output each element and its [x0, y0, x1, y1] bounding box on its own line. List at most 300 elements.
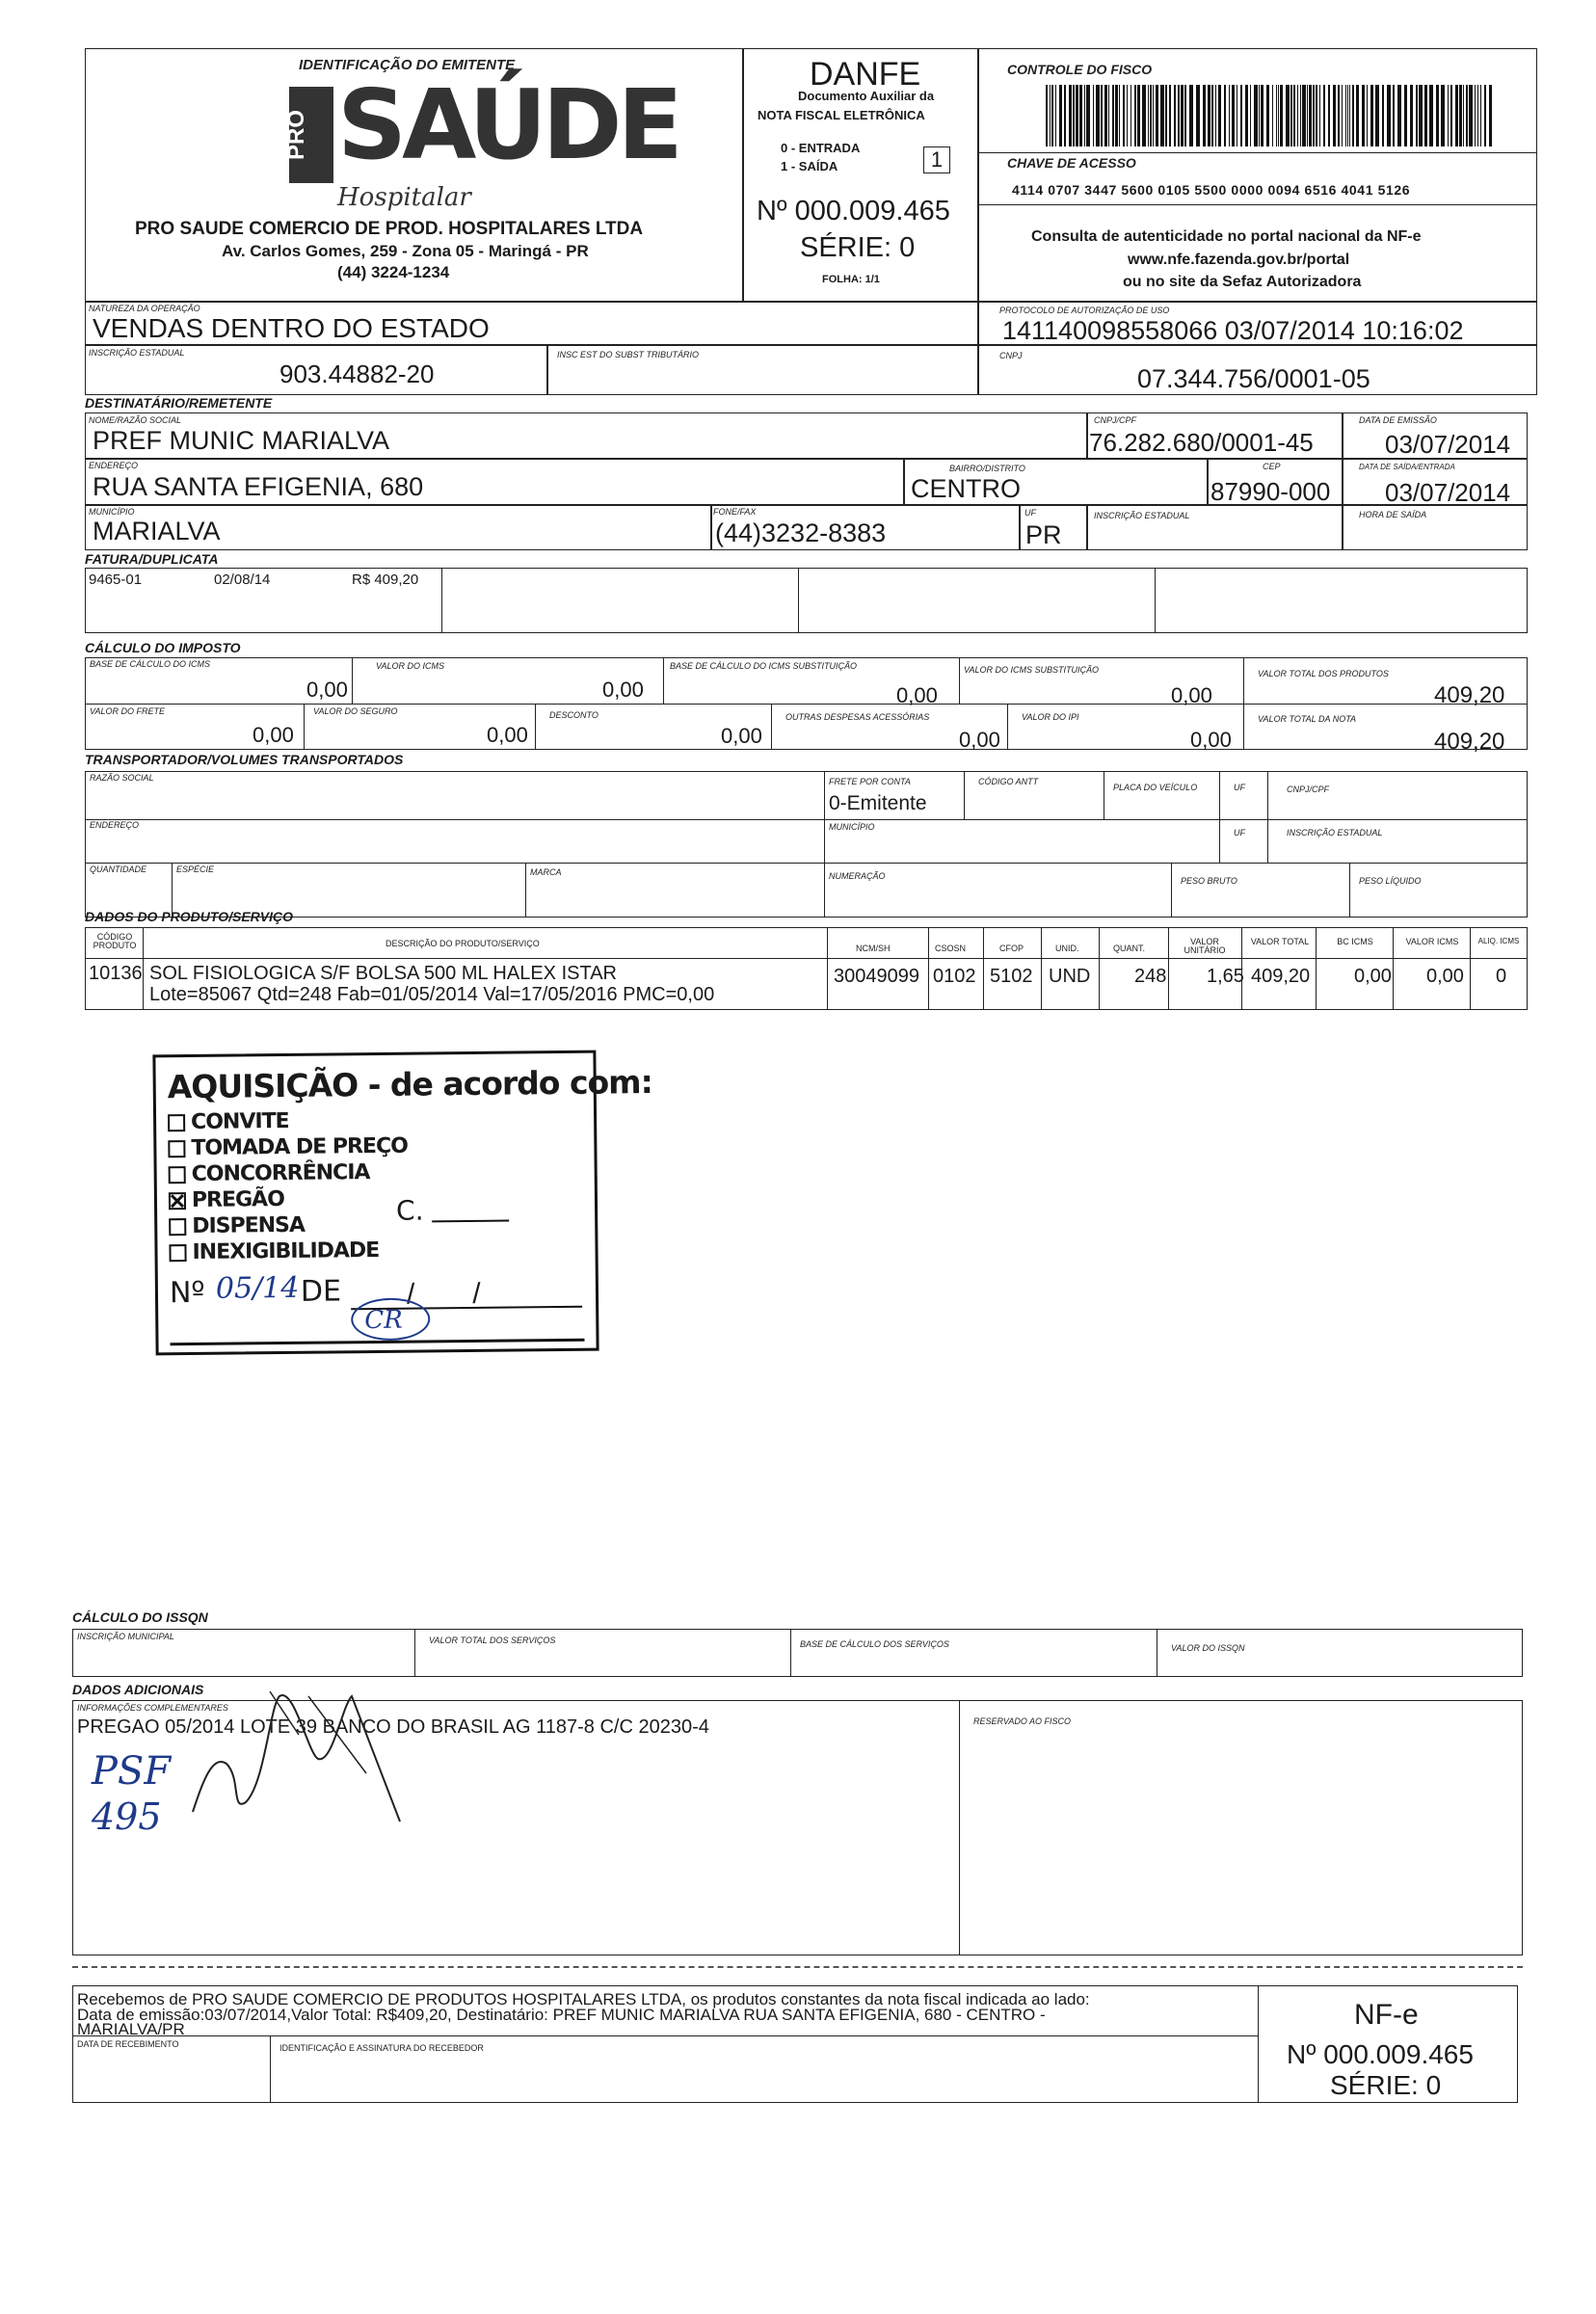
protocolo-label: PROTOCOLO DE AUTORIZAÇÃO DE USO — [999, 306, 1170, 315]
barcode-bar — [1297, 85, 1298, 146]
danfe-tipo-box: 1 — [923, 146, 950, 173]
barcode-bar — [1169, 85, 1171, 146]
th-descricao: DESCRIÇÃO DO PRODUTO/SERVIÇO — [386, 939, 540, 948]
ie-label: INSCRIÇÃO ESTADUAL — [89, 348, 185, 358]
imposto-col-5 — [304, 704, 305, 750]
barcode-bar — [1229, 85, 1230, 146]
th-v-icms: VALOR ICMS — [1405, 937, 1459, 946]
barcode-bar — [1127, 85, 1128, 146]
prod-col-7 — [1168, 927, 1169, 1010]
seguro: 0,00 — [487, 723, 528, 747]
barcode-bar — [1211, 85, 1213, 146]
canhoto-texto-3: MARIALVA/PR — [77, 2020, 185, 2038]
barcode-bar — [1130, 85, 1131, 146]
barcode-bar — [1208, 85, 1210, 146]
dest-bairro-label: BAIRRO/DISTRITO — [949, 464, 1025, 473]
company-name: PRO SAUDE COMERCIO DE PROD. HOSPITALARES LTDA — [135, 219, 644, 239]
prod-col-4 — [983, 927, 984, 1010]
canhoto-assinatura-label: IDENTIFICAÇÃO E ASSINATURA DO RECEBEDOR — [279, 2043, 484, 2053]
issqn-col-1 — [414, 1629, 415, 1677]
cell-unid: UND — [1049, 966, 1091, 987]
checkbox-convite — [168, 1114, 185, 1131]
barcode-bar — [1290, 85, 1292, 146]
barcode-bar — [1108, 85, 1109, 146]
transp-ie-label: INSCRIÇÃO ESTADUAL — [1287, 828, 1383, 838]
stamp-item-label: TOMADA DE PREÇO — [191, 1133, 408, 1161]
transp-qtd-label: QUANTIDADE — [90, 864, 147, 874]
fatura-valor: R$ 409,20 — [352, 572, 419, 588]
barcode-bar — [1397, 85, 1401, 146]
danfe-entrada: 0 - ENTRADA — [781, 141, 861, 155]
fatura-numero: 9465-01 — [89, 572, 143, 588]
barcode-bar — [1463, 85, 1464, 146]
dest-municipio: MARIALVA — [93, 517, 221, 545]
canhoto-serie: SÉRIE: 0 — [1330, 2070, 1442, 2100]
barcode-bar — [1076, 85, 1078, 146]
barcode-bar — [1302, 85, 1306, 146]
transp-col-1 — [824, 771, 825, 918]
barcode-bar — [1362, 85, 1365, 146]
transp-endereco-label: ENDEREÇO — [90, 820, 140, 830]
barcode-bar — [1104, 85, 1107, 146]
transp-cnpj-label: CNPJ/CPF — [1287, 785, 1330, 794]
barcode-bar — [1475, 85, 1476, 146]
issqn-section: CÁLCULO DO ISSQN — [72, 1609, 208, 1625]
chave-acesso: 4114 0707 3447 5600 0105 5500 0000 0094 6516 4041 5126 — [1012, 182, 1411, 198]
fatura-divider-1 — [441, 568, 442, 633]
barcode-bar — [1261, 85, 1264, 146]
issqn-servicos-label: VALOR TOTAL DOS SERVIÇOS — [429, 1636, 556, 1645]
barcode-bar — [1459, 85, 1462, 146]
issqn-bc-label: BASE DE CÁLCULO DOS SERVIÇOS — [800, 1639, 949, 1649]
seguro-label: VALOR DO SEGURO — [313, 706, 398, 716]
dest-fone-label: FONE/FAX — [713, 507, 757, 517]
fatura-divider-3 — [1155, 568, 1156, 633]
barcode-bar — [1093, 85, 1094, 146]
dest-saida-label: DATA DE SAÍDA/ENTRADA — [1359, 463, 1455, 471]
dest-emissao: 03/07/2014 — [1385, 430, 1511, 459]
natureza-label: NATUREZA DA OPERAÇÃO — [89, 304, 200, 313]
ie-st-label: INSC EST DO SUBST TRIBUTÁRIO — [557, 350, 700, 359]
logo-main-text: SAÚDE — [337, 68, 678, 181]
dest-cep: 87990-000 — [1210, 477, 1331, 506]
cell-v-icms: 0,00 — [1426, 966, 1464, 987]
barcode-bar — [1156, 85, 1158, 146]
stamp-de: DE — [300, 1274, 342, 1309]
stamp-item-concorrencia — [169, 1160, 370, 1186]
barcode-bar — [1375, 85, 1379, 146]
barcode-bar — [1477, 85, 1478, 146]
barcode-bar — [1174, 85, 1176, 146]
cell-aliq: 0 — [1496, 966, 1507, 987]
prod-col-6 — [1099, 927, 1100, 1010]
barcode-bar — [1051, 85, 1053, 146]
transp-antt-label: CÓDIGO ANTT — [978, 777, 1039, 786]
canhoto-data-label: DATA DE RECEBIMENTO — [77, 2039, 179, 2049]
barcode-bar — [1370, 85, 1373, 146]
company-address: Av. Carlos Gomes, 259 - Zona 05 - Maringá - PR — [222, 242, 589, 260]
prod-col-5 — [1041, 927, 1042, 1010]
ipi: 0,00 — [1190, 728, 1232, 752]
barcode-bar — [1084, 85, 1085, 146]
barcode-bar — [1160, 85, 1164, 146]
company-logo — [283, 68, 678, 212]
barcode-bar — [1101, 85, 1103, 146]
barcode-bar — [1184, 85, 1186, 146]
barcode-bar — [1347, 85, 1348, 146]
th-csosn: CSOSN — [935, 944, 967, 953]
canhoto-texto-1: Recebemos de PRO SAUDE COMERCIO DE PRODUTOS HOSPITALARES LTDA, os produtos constantes da nota fiscal indicada ao lado: — [77, 1990, 1090, 2008]
cell-descricao-2: Lote=85067 Qtd=248 Fab=01/05/2014 Val=17/05/2016 PMC=0,00 — [149, 984, 715, 1005]
th-aliq: ALIQ. ICMS — [1477, 937, 1520, 945]
emitente-label: IDENTIFICAÇÃO DO EMITENTE — [299, 57, 516, 73]
dest-uf-label: UF — [1024, 508, 1036, 518]
reservado-fisco-label: RESERVADO AO FISCO — [973, 1716, 1072, 1726]
transp-row-1 — [85, 819, 1528, 820]
issqn-v-label: VALOR DO ISSQN — [1171, 1643, 1245, 1653]
danfe-numero: Nº 000.009.465 — [757, 196, 950, 226]
consulta-line-2: www.nfe.fazenda.gov.br/portal — [1128, 252, 1350, 268]
imposto-col-7 — [771, 704, 772, 750]
transp-frete: 0-Emitente — [829, 792, 927, 814]
fatura-box — [85, 568, 1528, 633]
consulta-line-3: ou no site da Sefaz Autorizadora — [1123, 274, 1362, 290]
dest-cep-label: CEP — [1263, 462, 1281, 471]
barcode-bar — [1419, 85, 1423, 146]
prod-col-9 — [1316, 927, 1317, 1010]
dest-nome: PREF MUNIC MARIALVA — [93, 426, 390, 455]
barcode-bar — [1424, 85, 1427, 146]
dest-cnpj: 76.282.680/0001-45 — [1089, 428, 1314, 457]
barcode-bar — [1240, 85, 1242, 146]
dest-nome-label: NOME/RAZÃO SOCIAL — [89, 415, 182, 425]
barcode-bar — [1466, 85, 1468, 146]
issqn-col-2 — [790, 1629, 791, 1677]
transp-col-7 — [525, 863, 526, 918]
checkbox-dispensa — [169, 1218, 186, 1236]
danfe-saida: 1 - SAÍDA — [781, 159, 838, 173]
barcode-bar — [1313, 85, 1315, 146]
barcode-bar — [1293, 85, 1295, 146]
barcode-bar — [1250, 85, 1251, 146]
barcode-bar — [1272, 85, 1273, 146]
x-mark-icon — [171, 1194, 184, 1208]
desconto: 0,00 — [721, 724, 762, 748]
barcode-bar — [1254, 85, 1258, 146]
barcode-bar — [1055, 85, 1056, 146]
barcode-bar — [1153, 85, 1154, 146]
barcode-bar — [1393, 85, 1395, 146]
canhoto-nfe: NF-e — [1354, 1999, 1419, 2031]
cell-cfop: 5102 — [990, 966, 1033, 987]
ipi-label: VALOR DO IPI — [1022, 712, 1079, 722]
stamp-numero-prefix: Nº — [169, 1275, 205, 1311]
prod-col-11 — [1470, 927, 1471, 1010]
barcode-bar — [1165, 85, 1167, 146]
th-quant: QUANT. — [1113, 944, 1146, 953]
transp-col-8 — [1171, 863, 1172, 918]
logo-script-text: Hospitalar — [337, 183, 471, 212]
info-label: INFORMAÇÕES COMPLEMENTARES — [77, 1703, 228, 1713]
th-ncm: NCM/SH — [856, 944, 891, 953]
danfe-subtitle-1: Documento Auxiliar da — [798, 89, 935, 103]
barcode-bar — [1489, 85, 1492, 146]
dest-saida: 03/07/2014 — [1385, 478, 1511, 507]
barcode-bar — [1349, 85, 1350, 146]
cell-descricao: SOL FISIOLOGICA S/F BOLSA 500 ML HALEX ISTAR — [149, 963, 617, 984]
transportador-section: TRANSPORTADOR/VOLUMES TRANSPORTADOS — [85, 752, 404, 767]
transp-especie-label: ESPÉCIE — [176, 864, 215, 874]
prod-col-3 — [928, 927, 929, 1010]
barcode-bar — [1181, 85, 1184, 146]
imposto-col-1 — [352, 657, 353, 704]
consulta-line-1: Consulta de autenticidade no portal nacional da NF-e — [1031, 228, 1422, 245]
barcode-bar — [1079, 85, 1082, 146]
th-unid: UNID. — [1055, 944, 1079, 953]
fatura-vencimento: 02/08/14 — [214, 572, 271, 588]
barcode-bar — [1196, 85, 1200, 146]
cnpj-emit-value: 07.344.756/0001-05 — [1137, 364, 1370, 393]
produtos-section: DADOS DO PRODUTO/SERVIÇO — [85, 909, 293, 924]
cell-v-unit: 1,65 — [1207, 966, 1244, 987]
v-prod-label: VALOR TOTAL DOS PRODUTOS — [1258, 669, 1389, 678]
barcode-bar — [1455, 85, 1458, 146]
stamp-item-label: INEXIGIBILIDADE — [192, 1237, 380, 1264]
barcode-bar — [1300, 85, 1301, 146]
barcode-bar — [1278, 85, 1279, 146]
fatura-divider-2 — [798, 568, 799, 633]
fisco-divider-1 — [978, 152, 1537, 153]
th-codigo: CÓDIGO PRODUTO — [93, 932, 137, 950]
th-bc-icms: BC ICMS — [1337, 937, 1373, 946]
stamp-item-tomada — [168, 1134, 408, 1161]
cell-v-total: 409,20 — [1251, 966, 1311, 987]
checkbox-inexigibilidade — [169, 1244, 186, 1262]
adicionais-section: DADOS ADICIONAIS — [72, 1682, 204, 1697]
barcode-bar — [1203, 85, 1206, 146]
tear-line — [72, 1966, 1523, 1968]
imposto-col-9 — [1243, 704, 1244, 750]
checkbox-concorrencia — [169, 1166, 186, 1184]
transp-row-2 — [85, 863, 1528, 864]
canhoto-col-1 — [270, 2035, 271, 2103]
barcode-bar — [1266, 85, 1269, 146]
controle-fisco-label: CONTROLE DO FISCO — [1007, 62, 1153, 77]
barcode-bar — [1046, 85, 1048, 146]
v-st: 0,00 — [1171, 683, 1212, 707]
transp-col-2 — [964, 771, 965, 819]
logo-side-text: PRÓ — [283, 109, 310, 161]
barcode-bar — [1469, 85, 1473, 146]
barcode-bar — [1232, 85, 1235, 146]
danfe-folha: FOLHA: 1/1 — [822, 274, 880, 285]
imposto-row-divider — [85, 704, 1528, 705]
dest-fone: (44)3232-8383 — [715, 519, 887, 547]
transp-peso-liquido-label: PESO LÍQUIDO — [1359, 876, 1422, 886]
imposto-col-2 — [663, 657, 664, 704]
transp-numeracao-label: NUMERAÇÃO — [829, 871, 886, 881]
barcode-bar — [1119, 85, 1120, 146]
transp-peso-bruto-label: PESO BRUTO — [1181, 876, 1237, 886]
dest-endereco-label: ENDEREÇO — [89, 461, 139, 470]
transp-uf-label: UF — [1234, 783, 1245, 792]
barcode-bar — [1338, 85, 1340, 146]
barcode-bar — [1259, 85, 1260, 146]
danfe-title: DANFE — [810, 56, 921, 93]
barcode-bar — [1410, 85, 1413, 146]
cell-ncm: 30049099 — [834, 966, 919, 987]
barcode-bar — [1276, 85, 1277, 146]
aquisicao-stamp — [152, 1051, 652, 1356]
barcode-bar — [1069, 85, 1072, 146]
cnpj-emit-label: CNPJ — [999, 351, 1023, 360]
barcode-bar — [1123, 85, 1125, 146]
stamp-item-label: PREGÃO — [191, 1186, 284, 1212]
dest-emissao-label: DATA DE EMISSÃO — [1359, 415, 1437, 425]
barcode-bar — [1328, 85, 1330, 146]
imposto-col-6 — [535, 704, 536, 750]
transp-placa-label: PLACA DO VEÍCULO — [1113, 783, 1198, 792]
dest-uf: PR — [1025, 520, 1062, 549]
cell-quant: 248 — [1134, 966, 1167, 987]
bc-st-label: BASE DE CÁLCULO DO ICMS SUBSTITUIÇÃO — [670, 661, 858, 671]
barcode-bar — [1178, 85, 1180, 146]
barcode-bar — [1286, 85, 1290, 146]
stamp-item-inexigibilidade — [169, 1238, 379, 1264]
transp-razao-label: RAZÃO SOCIAL — [90, 773, 154, 783]
prod-col-2 — [827, 927, 828, 1010]
barcode-bar — [1280, 85, 1283, 146]
barcode-bar — [1319, 85, 1320, 146]
stamp-c-label: C. — [395, 1194, 424, 1227]
barcode-bar — [1224, 85, 1226, 146]
prod-col-1 — [143, 927, 144, 1010]
imposto-section: CÁLCULO DO IMPOSTO — [85, 640, 241, 655]
frete-label: VALOR DO FRETE — [90, 706, 166, 716]
barcode-bar — [1429, 85, 1433, 146]
outras: 0,00 — [959, 728, 1000, 752]
dest-endereco: RUA SANTA EFIGENIA, 680 — [93, 472, 424, 501]
barcode-bar — [1367, 85, 1368, 146]
canhoto-col-2 — [1258, 1985, 1259, 2103]
th-v-unit: VALOR UNITÁRIO — [1184, 937, 1226, 955]
stamp-item-pregao — [169, 1187, 284, 1212]
cell-codigo: 10136 — [89, 963, 143, 984]
dest-cnpj-label: CNPJ/CPF — [1094, 415, 1137, 425]
barcode — [1046, 85, 1499, 146]
protocolo-value: 141140098558066 03/07/2014 10:16:02 — [1002, 316, 1464, 345]
stamp-numero: 05/14 — [215, 1270, 300, 1306]
barcode-bar — [1150, 85, 1152, 146]
natureza-value: VENDAS DENTRO DO ESTADO — [93, 313, 490, 343]
barcode-bar — [1316, 85, 1317, 146]
barcode-bar — [1404, 85, 1407, 146]
barcode-bar — [1333, 85, 1336, 146]
transp-marca-label: MARCA — [530, 867, 562, 877]
bc-icms-label: BASE DE CÁLCULO DO ICMS — [90, 659, 211, 669]
barcode-bar — [1050, 85, 1051, 146]
handwritten-495: 495 — [92, 1795, 162, 1838]
barcode-bar — [1323, 85, 1325, 146]
barcode-bar — [1218, 85, 1221, 146]
dest-bairro: CENTRO — [911, 474, 1021, 503]
bc-icms: 0,00 — [306, 678, 348, 702]
fatura-section: FATURA/DUPLICATA — [85, 551, 219, 567]
dest-hora-label: HORA DE SAÍDA — [1359, 510, 1427, 519]
barcode-bar — [1450, 85, 1452, 146]
barcode-bar — [1484, 85, 1486, 146]
barcode-bar — [1448, 85, 1449, 146]
issqn-im-label: INSCRIÇÃO MUNICIPAL — [77, 1632, 174, 1641]
v-prod: 409,20 — [1434, 682, 1505, 708]
v-st-label: VALOR DO ICMS SUBSTITUIÇÃO — [964, 665, 1100, 675]
barcode-bar — [1064, 85, 1066, 146]
frete: 0,00 — [253, 723, 294, 747]
barcode-bar — [1382, 85, 1384, 146]
stamp-date-slashes: / / — [406, 1277, 481, 1311]
th-v-total: VALOR TOTAL — [1250, 937, 1310, 946]
barcode-bar — [1134, 85, 1136, 146]
th-cfop: CFOP — [999, 944, 1024, 953]
barcode-bar — [1387, 85, 1391, 146]
checkbox-pregao-checked — [169, 1192, 186, 1210]
ie-value: 903.44882-20 — [279, 359, 435, 388]
stamp-item-label: DISPENSA — [192, 1212, 306, 1238]
produtos-header-divider — [85, 958, 1528, 959]
stamp-item-dispensa — [169, 1213, 305, 1238]
stamp-item-label: CONCORRÊNCIA — [191, 1160, 370, 1187]
adicionais-divider — [959, 1700, 960, 1955]
barcode-bar — [1086, 85, 1090, 146]
canhoto-texto-2: Data de emissão:03/07/2014,Valor Total: R$409,20, Destinatário: PREF MUNIC MARIALVA RUA SANTA EFIGENIA, 680 - CENTRO - — [77, 2006, 1046, 2024]
stamp-title: AQUISIÇÃO - de acordo com: — [167, 1062, 652, 1106]
barcode-bar — [1356, 85, 1359, 146]
desconto-label: DESCONTO — [549, 710, 598, 720]
barcode-bar — [1245, 85, 1248, 146]
chave-label: CHAVE DE ACESSO — [1007, 155, 1136, 171]
danfe-subtitle-2: NOTA FISCAL ELETRÔNICA — [758, 108, 925, 122]
checkbox-tomada — [168, 1140, 185, 1157]
stamp-initials: CR — [364, 1305, 403, 1336]
barcode-bar — [1416, 85, 1418, 146]
barcode-bar — [1342, 85, 1343, 146]
v-nota-label: VALOR TOTAL DA NOTA — [1258, 714, 1357, 724]
transp-municipio-label: MUNICÍPIO — [829, 822, 875, 832]
barcode-bar — [1189, 85, 1193, 146]
bc-st: 0,00 — [896, 683, 938, 707]
signature-scribble — [173, 1667, 405, 1831]
stamp-item-convite — [168, 1109, 289, 1134]
dest-ie-label: INSCRIÇÃO ESTADUAL — [1094, 511, 1190, 520]
prod-col-10 — [1393, 927, 1394, 1010]
danfe-serie: SÉRIE: 0 — [800, 232, 916, 263]
stamp-c-line — [432, 1220, 509, 1223]
v-nota: 409,20 — [1434, 729, 1505, 755]
destinatario-section: DESTINATÁRIO/REMETENTE — [85, 395, 273, 411]
barcode-bar — [1148, 85, 1149, 146]
v-icms-label: VALOR DO ICMS — [376, 661, 445, 671]
barcode-bar — [1215, 85, 1216, 146]
imposto-col-3 — [959, 657, 960, 704]
barcode-bar — [1480, 85, 1481, 146]
barcode-bar — [1096, 85, 1100, 146]
barcode-bar — [1142, 85, 1146, 146]
barcode-bar — [1345, 85, 1346, 146]
barcode-bar — [1059, 85, 1062, 146]
cell-bc-icms: 0,00 — [1354, 966, 1392, 987]
barcode-bar — [1441, 85, 1445, 146]
barcode-bar — [1115, 85, 1118, 146]
